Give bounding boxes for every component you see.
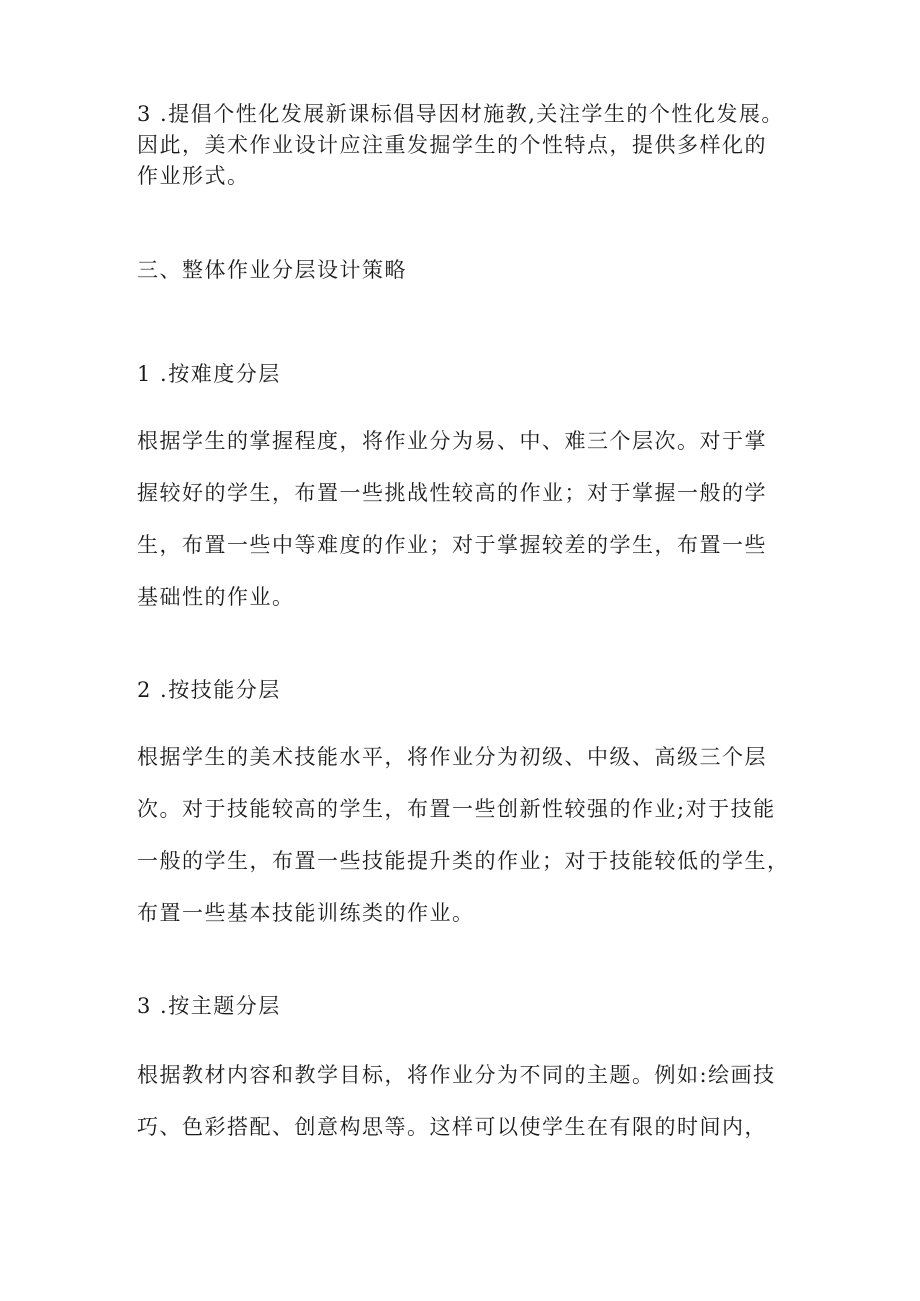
paragraph-line: 握较好的学生，布置一些挑战性较高的作业；对于掌握一般的学 [137, 481, 767, 505]
paragraph-individualized-development [137, 99, 784, 192]
paragraph-line: 根据学生的美术技能水平，将作业分为初级、中级、高级三个层 [137, 745, 767, 769]
paragraph-line: 根据教材内容和教学目标，将作业分为不同的主题。例如:绘画技 [137, 1063, 776, 1087]
paragraph-line: 根据学生的掌握程度，将作业分为易、中、难三个层次。对于掌 [137, 429, 767, 453]
subheading-text: 3 .按主题分层 [137, 994, 281, 1018]
paragraph-theme [137, 1049, 776, 1153]
paragraph-line: 因此，美术作业设计应注重发掘学生的个性特点，提供多样化的 [137, 133, 767, 157]
paragraph-difficulty [137, 415, 767, 623]
section-heading [137, 254, 407, 286]
paragraph-line: 次。对于技能较高的学生，布置一些创新性较强的作业;对于技能 [137, 797, 776, 821]
paragraph-line: 作业形式。 [137, 164, 250, 188]
subheading-text: 1 .按难度分层 [137, 362, 281, 386]
section-heading-text: 三、整体作业分层设计策略 [137, 258, 407, 282]
subheading-theme [137, 990, 281, 1022]
subheading-text: 2 .按技能分层 [137, 678, 281, 702]
paragraph-line: 生，布置一些中等难度的作业；对于掌握较差的学生，布置一些 [137, 533, 767, 557]
paragraph-line: 一般的学生，布置一些技能提升类的作业；对于技能较低的学生， [137, 849, 790, 873]
paragraph-line: 3 .提倡个性化发展新课标倡导因材施教,关注学生的个性化发展。 [137, 102, 784, 126]
paragraph-line: 布置一些基本技能训练类的作业。 [137, 901, 475, 925]
subheading-skill [137, 674, 281, 706]
paragraph-skill [137, 731, 790, 939]
subheading-difficulty [137, 358, 281, 390]
paragraph-line: 基础性的作业。 [137, 585, 295, 609]
paragraph-line: 巧、色彩搭配、创意构思等。这样可以使学生在有限的时间内， [137, 1115, 767, 1139]
